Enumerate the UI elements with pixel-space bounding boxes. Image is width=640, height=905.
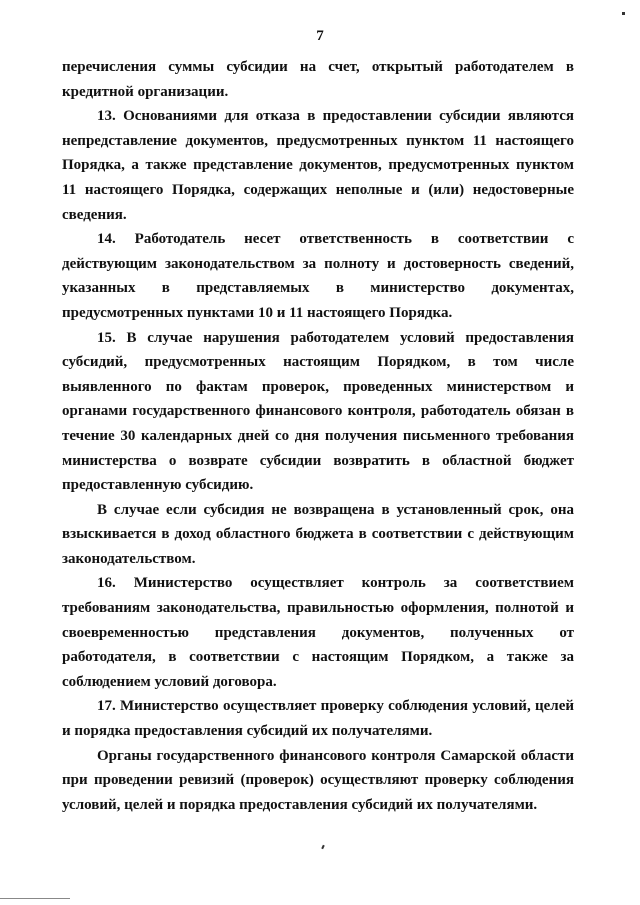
- paragraph-continuation: перечисления суммы субсидии на счет, открытый работодателем в кредитной организации.: [62, 59, 574, 100]
- paragraph-15-addendum: В случае если субсидия не возвращена в установленный срок, она взыскивается в доход областного бюджета в соответствии с действующим законодательством.: [62, 501, 574, 567]
- page-number: 7: [316, 28, 324, 44]
- paragraph-17-addendum: Органы государственного финансового контроля Самарской области при проведении ревизий (проверок) осуществляют проверку соблюдения условий, целей и порядка предоставления субсидий их получателями.: [62, 747, 574, 813]
- paragraph-17: 17. Министерство осуществляет проверку соблюдения условий, целей и порядка предоставления субсидий их получателями.: [62, 698, 574, 740]
- scan-artifact-top-right: [622, 12, 625, 15]
- paragraph-16: 16. Министерство осуществляет контроль за соответствием требованиям законодательства, правильностью оформления, полнотой и своевременностью представления документов, полученных от работодателя, в соответствии с настоящим Порядком, а также за соблюдением условий договора.: [62, 575, 574, 690]
- paragraph-15: 15. В случае нарушения работодателем условий предоставления субсидий, предусмотренных настоящим Порядком, в том числе выявленного по фактам проверок, проведенных министерством и органами государственного финансового контроля, работодатель обязан в течение 30 календарных дней со дня получения письменного требования министерства о возврате субсидии возвратить в областной бюджет предоставленную субсидию.: [62, 329, 574, 494]
- scan-artifact-middle: [321, 845, 325, 849]
- document-body: [62, 55, 574, 817]
- paragraph-14: 14. Работодатель несет ответственность в соответствии с действующим законодательством за полноту и достоверность сведений, указанных в представляемых в министерство документах, предусмотренных пунктами 10 и 11 настоящего Порядка.: [62, 231, 574, 321]
- paragraph-13: 13. Основаниями для отказа в предоставлении субсидии являются непредставление документов, предусмотренных пунктом 11 настоящего Порядка, а также представление документов, предусмотренных пунктом 11 настоящего Порядка, содержащих неполные и (или) недостоверные сведения.: [62, 108, 574, 223]
- scan-artifact-bottom-left: [0, 898, 70, 899]
